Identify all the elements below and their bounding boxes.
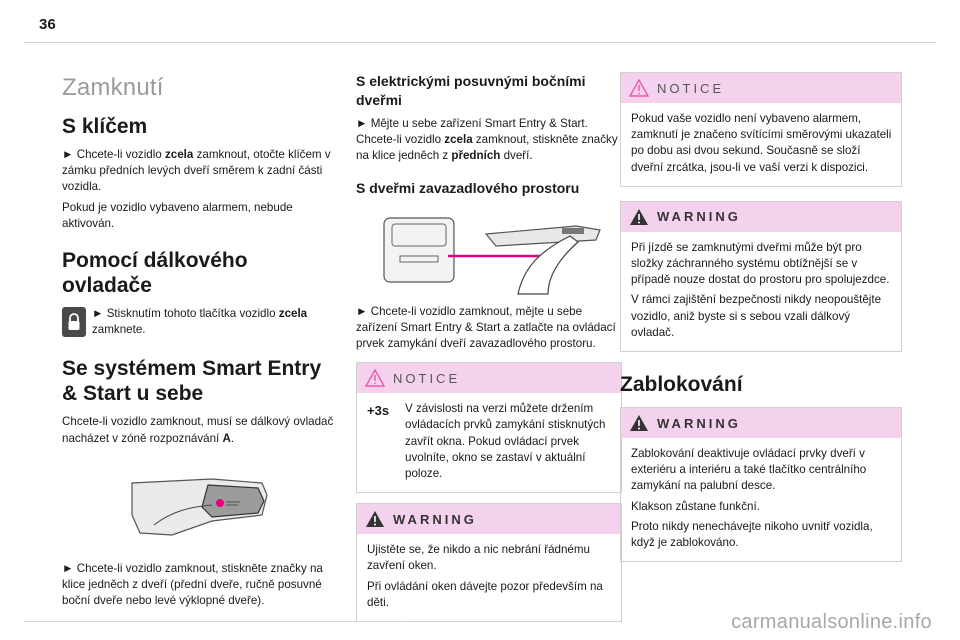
notice-triangle-icon xyxy=(365,369,385,387)
heading-sliding-doors: S elektrickými posuvnými bočními dveřmi xyxy=(356,73,586,108)
heading-smart-entry: Se systémem Smart Entry & Start u sebe xyxy=(62,357,322,406)
notice-header xyxy=(357,363,621,393)
warning-title: WARNING xyxy=(657,415,741,431)
warning-header xyxy=(621,202,901,232)
top-divider xyxy=(24,42,936,43)
chapter-title: Zamknutí xyxy=(62,74,164,101)
warning-body xyxy=(357,534,621,621)
warning-box xyxy=(356,503,622,622)
warning-text-2: Při ovládání oken dávejte pozor především na děti. xyxy=(367,579,603,609)
door-handle-illustration xyxy=(62,455,338,553)
timer-3s-icon: +3s xyxy=(367,403,390,419)
boot-lock-illustration xyxy=(356,206,622,296)
notice-text: Pokud vaše vozidlo není vybaveno alarmem, zamknutí je značeno svítícími směrovými ukazateli po dobu asi dvou sekund. Současně se složí dveřní zrcátka, jsou-li ve vaší verzi k dispozici. xyxy=(631,112,892,174)
notice-header xyxy=(621,73,901,103)
smart-entry-instruction: ► Chcete-li vozidlo zamknout, stiskněte značky na klice jedněch z dveří (přední dveře, ručně posuvné boční dveře nebo levé výklopné dveře). xyxy=(62,561,323,608)
warning-triangle-icon xyxy=(365,510,385,528)
notice-body xyxy=(357,393,621,492)
warning-text-1: Při jízdě se zamknutými dveřmi může být pro složky záchranného systému obtížnější se v případě nouze dostat do prostoru pro spolujezdce. xyxy=(631,240,890,287)
bottom-divider xyxy=(24,621,404,622)
column-2 xyxy=(356,56,622,632)
heading-remote: Pomocí dálkového ovladače xyxy=(62,249,248,298)
notice-title: NOTICE xyxy=(657,80,725,96)
warning-header xyxy=(357,504,621,534)
column-3 xyxy=(620,56,902,572)
warning-triangle-icon xyxy=(629,208,649,226)
notice-title: NOTICE xyxy=(393,370,461,386)
key-instruction: ► Chcete-li vozidlo zcela zamknout, otočte klíčem v zámku předních levých dveří směrem k zadní části vozidla. xyxy=(62,148,331,194)
notice-body xyxy=(621,103,901,186)
page-number: 36 xyxy=(39,16,56,33)
remote-instruction: ► Stisknutím tohoto tlačítka vozidlo zcela zamknete. xyxy=(92,307,308,337)
warning-text-1: Zablokování deaktivuje ovládací prvky dveří v exteriéru a interiéru a také tlačítko centrálního zamykání na palubní desce. xyxy=(631,447,867,493)
column-1 xyxy=(62,56,338,613)
warning-box-rescue xyxy=(620,201,902,352)
warning-header xyxy=(621,408,901,438)
warning-text-2: Klakson zůstane funkční. xyxy=(631,499,760,513)
notice-box-alarm xyxy=(620,72,902,187)
notice-box xyxy=(356,362,622,493)
heading-boot: S dveřmi zavazadlového prostoru xyxy=(356,179,580,196)
watermark: carmanualsonline.info xyxy=(731,611,932,633)
key-alarm-note: Pokud je vozidlo vybaveno alarmem, nebude aktivován. xyxy=(62,200,293,230)
remote-instruction-row xyxy=(62,306,338,342)
notice-text: V závislosti na verzi můžete držením ovládacích prvků zamykání stisknutých zavřít okna. Pokud ovládací prvek uvolníte, okno se zastaví v aktuální poloze. xyxy=(405,402,606,481)
heading-deadlocking: Zablokování xyxy=(620,373,743,397)
warning-text-3: Proto nikdy nenechávejte nikoho uvnitř vozidla, když je zablokováno. xyxy=(631,519,873,550)
boot-instruction: ► Chcete-li vozidlo zamknout, mějte u sebe zařízení Smart Entry & Start a zatlačte na ovládací prvek zamykání dveří zavazadlového prostoru. xyxy=(356,304,616,351)
warning-body xyxy=(621,232,901,351)
heading-key: S klíčem xyxy=(62,115,148,138)
smart-entry-intro: Chcete-li vozidlo zamknout, musí se dálkový ovladač nacházet v zóně rozpoznávání A. xyxy=(62,415,334,445)
warning-text-1: Ujistěte se, že nikdo a nic nebrání řádnému zavření oken. xyxy=(367,543,590,573)
warning-title: WARNING xyxy=(393,511,477,527)
warning-box-deadlock xyxy=(620,407,902,562)
sliding-doors-instruction: ► Mějte u sebe zařízení Smart Entry & Start. Chcete-li vozidlo zcela zamknout, stiskněte značky na klice jedněch z předních dveří. xyxy=(356,117,618,163)
warning-body xyxy=(621,438,901,561)
warning-triangle-icon xyxy=(629,414,649,432)
lock-icon xyxy=(62,307,86,337)
warning-text-2: V rámci zajištění bezpečnosti nikdy neopouštějte vozidlo, aniž byste si s sebou vzali dálkový ovladač. xyxy=(631,293,882,339)
warning-title: WARNING xyxy=(657,209,741,225)
notice-triangle-icon xyxy=(629,79,649,97)
